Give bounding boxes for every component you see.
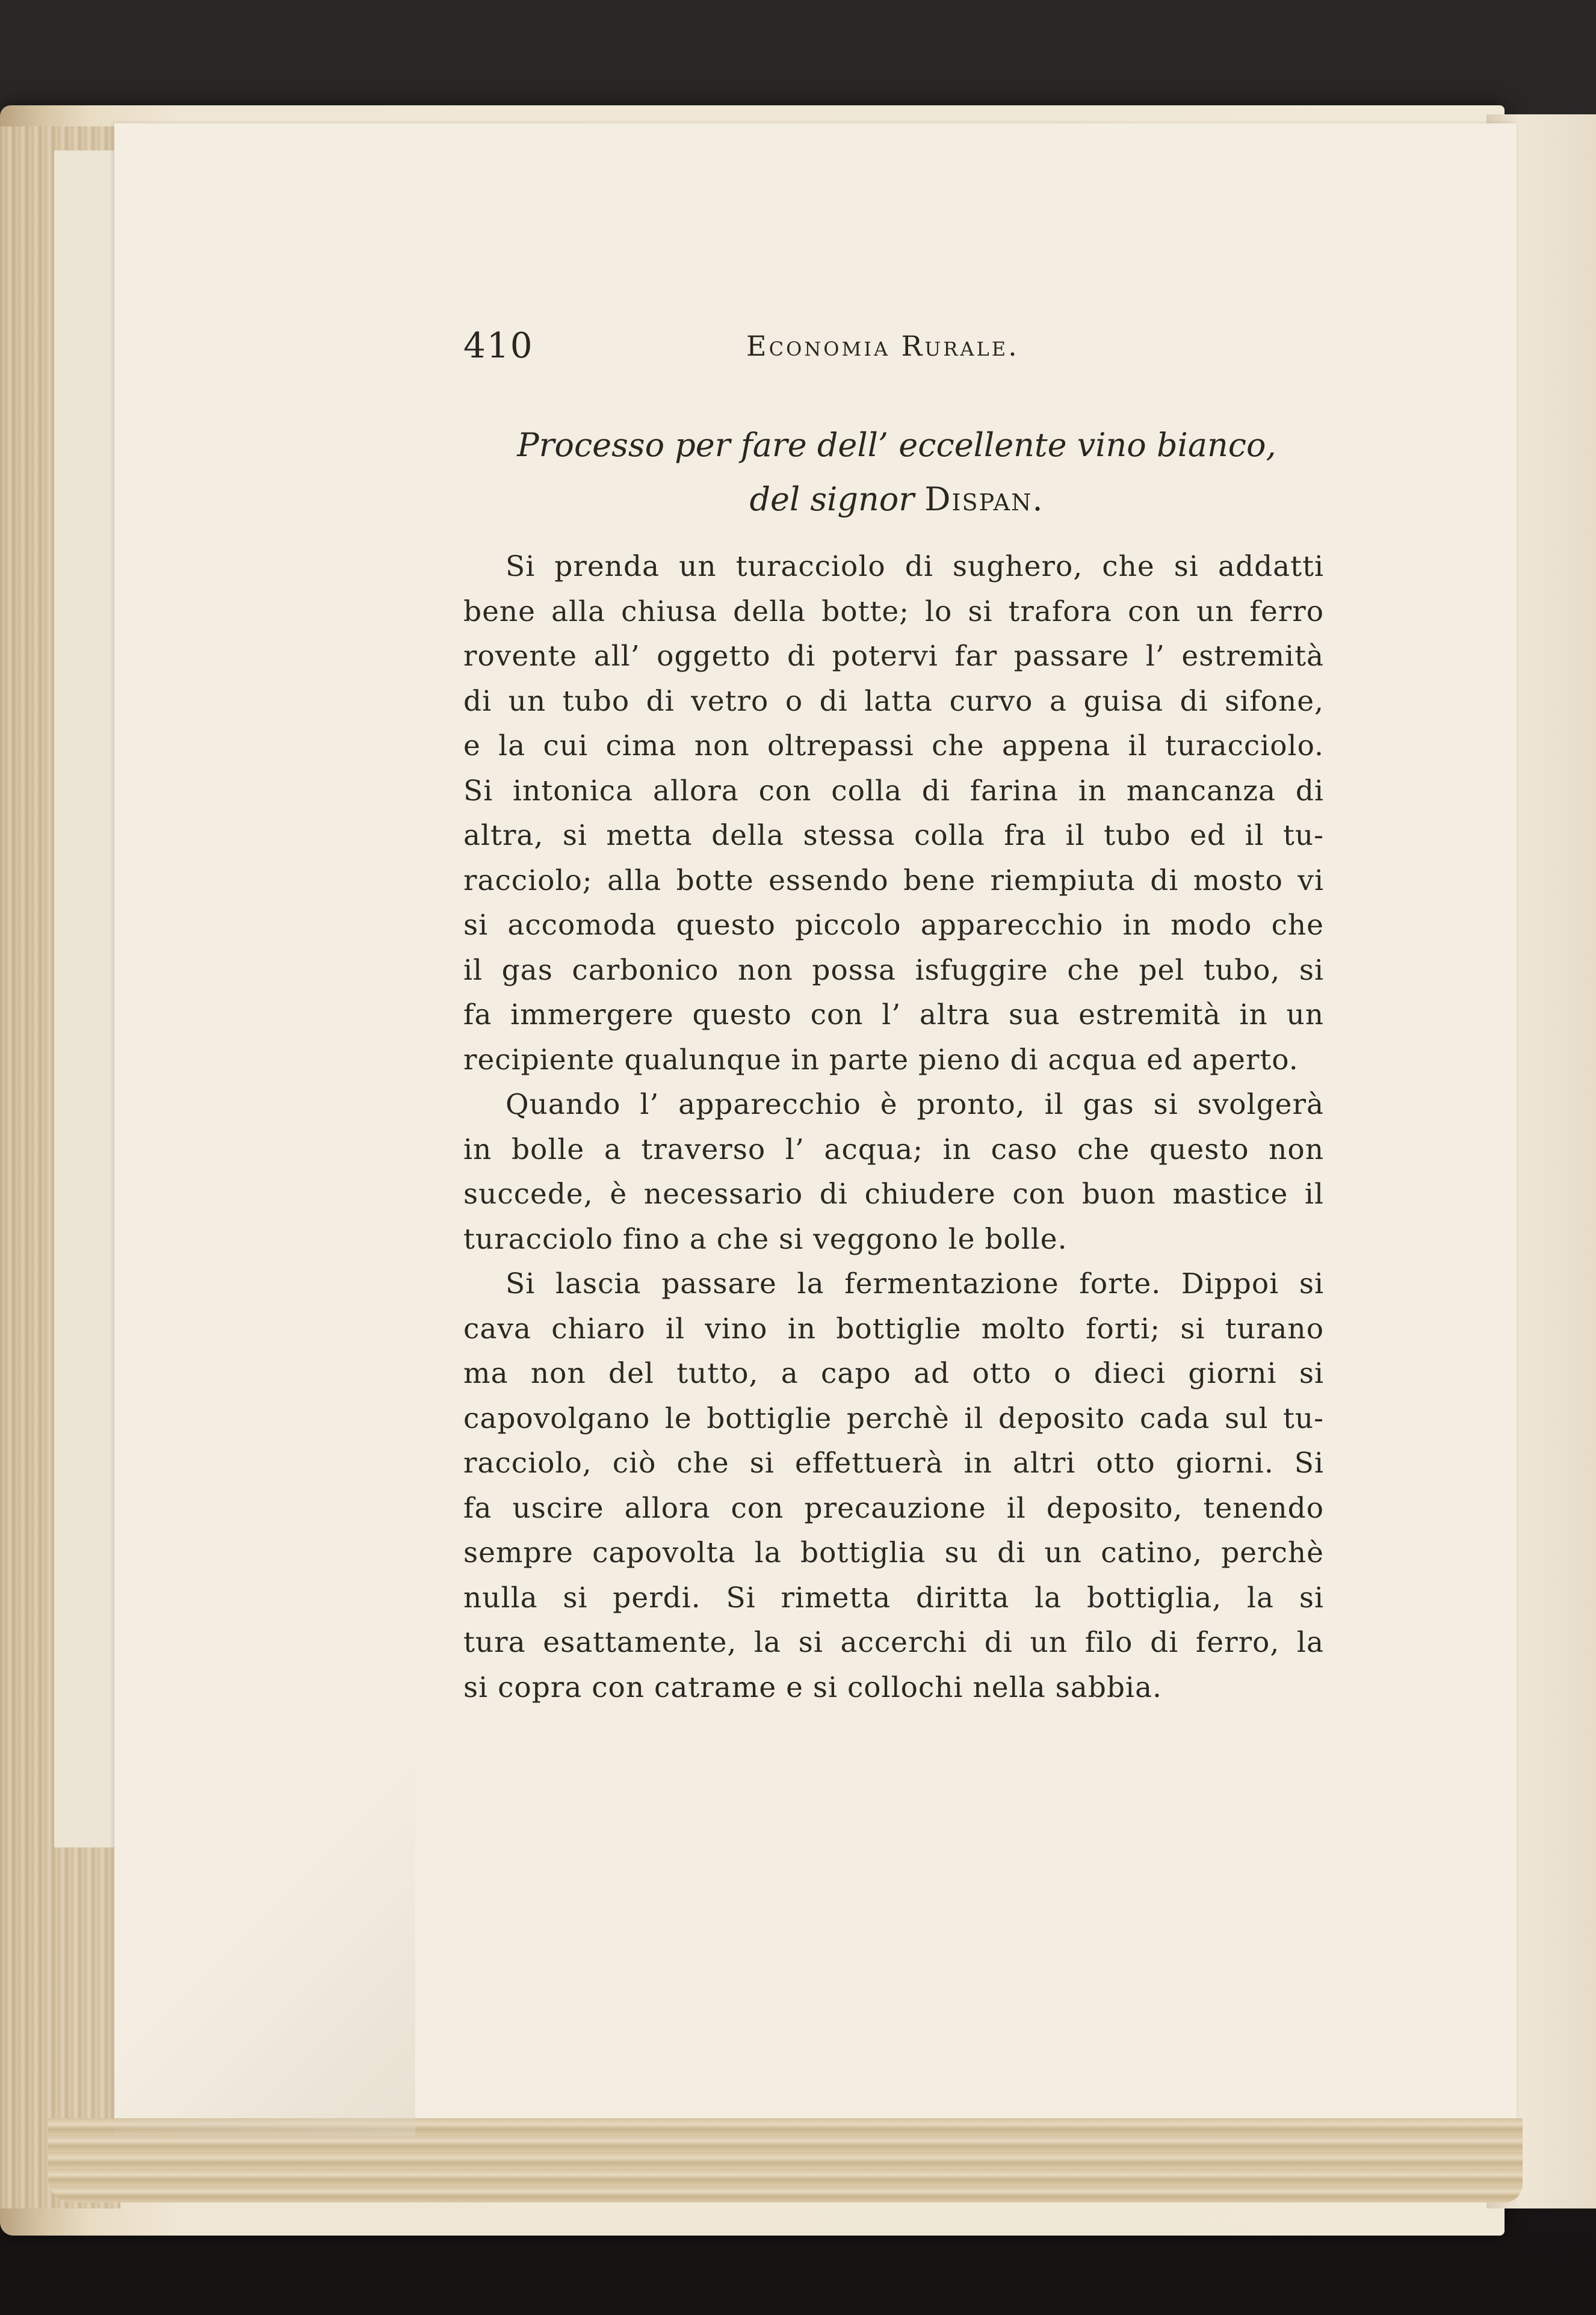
body-line: nulla si perdi. Si rimetta diritta la bottiglia, la si <box>463 1581 1324 1615</box>
body-line: cava chiaro il vino in bottiglie molto forti; si turano <box>463 1312 1324 1346</box>
body-line: Quando l’ apparecchio è pronto, il gas si svolgerà <box>506 1088 1324 1121</box>
body-line: ma non del tutto, a capo ad otto o dieci giorni si <box>463 1357 1324 1390</box>
body-line: sempre capovolta la bottiglia su di un catino, perchè <box>463 1536 1324 1569</box>
body-line: il gas carbonico non possa isfuggire che pel tubo, si <box>463 953 1324 987</box>
body-line: Si prenda un turacciolo di sughero, che si addatti <box>506 550 1324 583</box>
body-line: succede, è necessario di chiudere con buon mastice il <box>463 1178 1324 1211</box>
body-line: altra, si metta della stessa colla fra il tubo ed il tu- <box>463 819 1324 852</box>
running-head <box>463 325 1095 373</box>
body-line: bene alla chiusa della botte; lo si trafora con un ferro <box>463 595 1324 628</box>
body-line: si accomoda questo piccolo apparecchio in modo che <box>463 909 1324 942</box>
body-line: fa uscire allora con precauzione il deposito, tenendo <box>463 1491 1324 1525</box>
page-number: 410 <box>463 325 534 366</box>
body-line: rovente all’ oggetto di potervi far passare l’ estremità <box>463 640 1324 673</box>
article-title-prefix: del signor <box>749 480 915 518</box>
page-shadow <box>114 1745 415 2136</box>
body-text <box>463 545 1324 1710</box>
body-line: recipiente qualunque in parte pieno di acqua ed aperto. <box>463 1043 1299 1077</box>
article-author: Dispan. <box>924 480 1044 518</box>
body-line: capovolgano le bottiglie perchè il deposito cada sul tu- <box>463 1402 1324 1435</box>
body-line: tura esattamente, la si accerchi di un filo di ferro, la <box>463 1626 1324 1659</box>
body-line: racciolo; alla botte essendo bene riempiuta di mosto vi <box>463 864 1324 897</box>
article-title-line-1: Processo per fare dell’ eccellente vino bianco, <box>517 426 1276 464</box>
body-line: Si lascia passare la fermentazione forte. Dippoi si <box>506 1267 1324 1300</box>
body-line: turacciolo fino a che si veggono le bolle. <box>463 1222 1068 1256</box>
running-head-title: Economia Rurale. <box>746 330 1019 362</box>
article-title <box>457 418 1336 527</box>
body-line: e la cui cima non oltrepassi che appena il turacciolo. <box>463 729 1324 762</box>
body-line: fa immergere questo con l’ altra sua estremità in un <box>463 998 1324 1031</box>
body-line: racciolo, ciò che si effettuerà in altri otto giorni. Si <box>463 1447 1324 1480</box>
body-line: si copra con catrame e si collochi nella sabbia. <box>463 1671 1162 1704</box>
body-line: di un tubo di vetro o di latta curvo a guisa di sifone, <box>463 684 1324 718</box>
body-line: in bolle a traverso l’ acqua; in caso che questo non <box>463 1133 1324 1166</box>
article-title-line-2 <box>457 472 1336 527</box>
body-line: Si intonica allora con colla di farina in mancanza di <box>463 774 1324 808</box>
